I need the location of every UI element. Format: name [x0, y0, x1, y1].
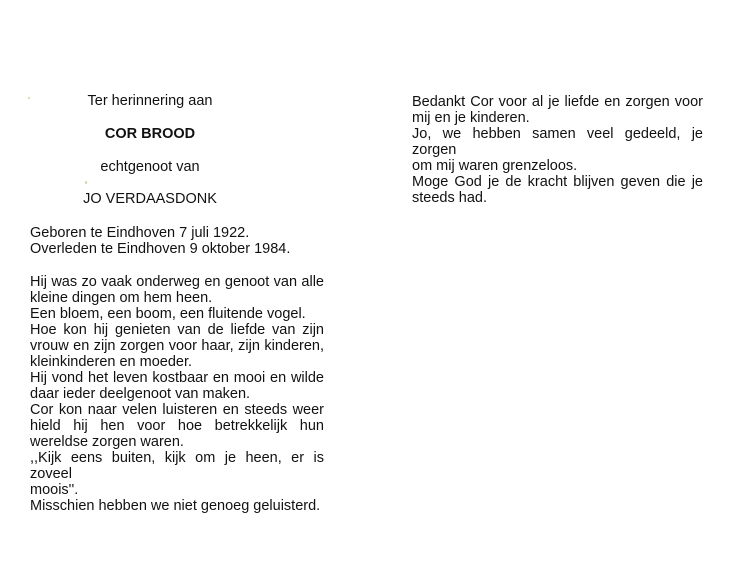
- relation-label: echtgenoot van: [100, 159, 200, 175]
- memorial-text: [30, 274, 324, 514]
- text-line: ,,Kijk eens buiten, kijk om je heen, er is zoveel: [30, 450, 324, 482]
- text-line: Hij vond het leven kostbaar en mooi en wilde: [30, 370, 324, 386]
- spouse-name: JO VERDAASDONK: [83, 191, 217, 207]
- deceased-name: COR BROOD: [104, 126, 196, 142]
- text-line: moois''.: [30, 482, 79, 498]
- death-line: Overleden te Eindhoven 9 oktober 1984.: [30, 241, 291, 257]
- life-dates: [30, 225, 330, 257]
- text-line: om mij waren grenzeloos.: [412, 158, 578, 174]
- birth-line: Geboren te Eindhoven 7 juli 1922.: [30, 225, 250, 241]
- text-line: hield hij hen voor hoe betrekkelijk hun: [30, 418, 324, 434]
- text-line: kleinkinderen en moeder.: [30, 354, 193, 370]
- text-line: Jo, we hebben samen veel gedeeld, je zorgen: [412, 126, 703, 158]
- paper-speck: [85, 181, 87, 184]
- text-line: mij en je kinderen.: [412, 110, 530, 126]
- text-line: vrouw en zijn zorgen voor haar, zijn kinderen,: [30, 338, 324, 354]
- thanks-text: [412, 94, 703, 206]
- memorial-heading: Ter herinnering aan: [87, 93, 213, 109]
- text-line: Bedankt Cor voor al je liefde en zorgen voor: [412, 94, 703, 110]
- text-line: Moge God je de kracht blijven geven die je: [412, 174, 703, 190]
- text-line: Een bloem, een boom, een fluitende vogel.: [30, 306, 306, 322]
- text-line: wereldse zorgen waren.: [30, 434, 184, 450]
- text-line: Misschien hebben we niet genoeg geluisterd.: [30, 498, 321, 514]
- text-line: Cor kon naar velen luisteren en steeds weer: [30, 402, 324, 418]
- text-line: Hij was zo vaak onderweg en genoot van alle: [30, 274, 324, 290]
- text-line: daar ieder deelgenoot van maken.: [30, 386, 251, 402]
- text-line: steeds had.: [412, 190, 487, 206]
- text-line: Hoe kon hij genieten van de liefde van zijn: [30, 322, 324, 338]
- text-line: kleine dingen om hem heen.: [30, 290, 213, 306]
